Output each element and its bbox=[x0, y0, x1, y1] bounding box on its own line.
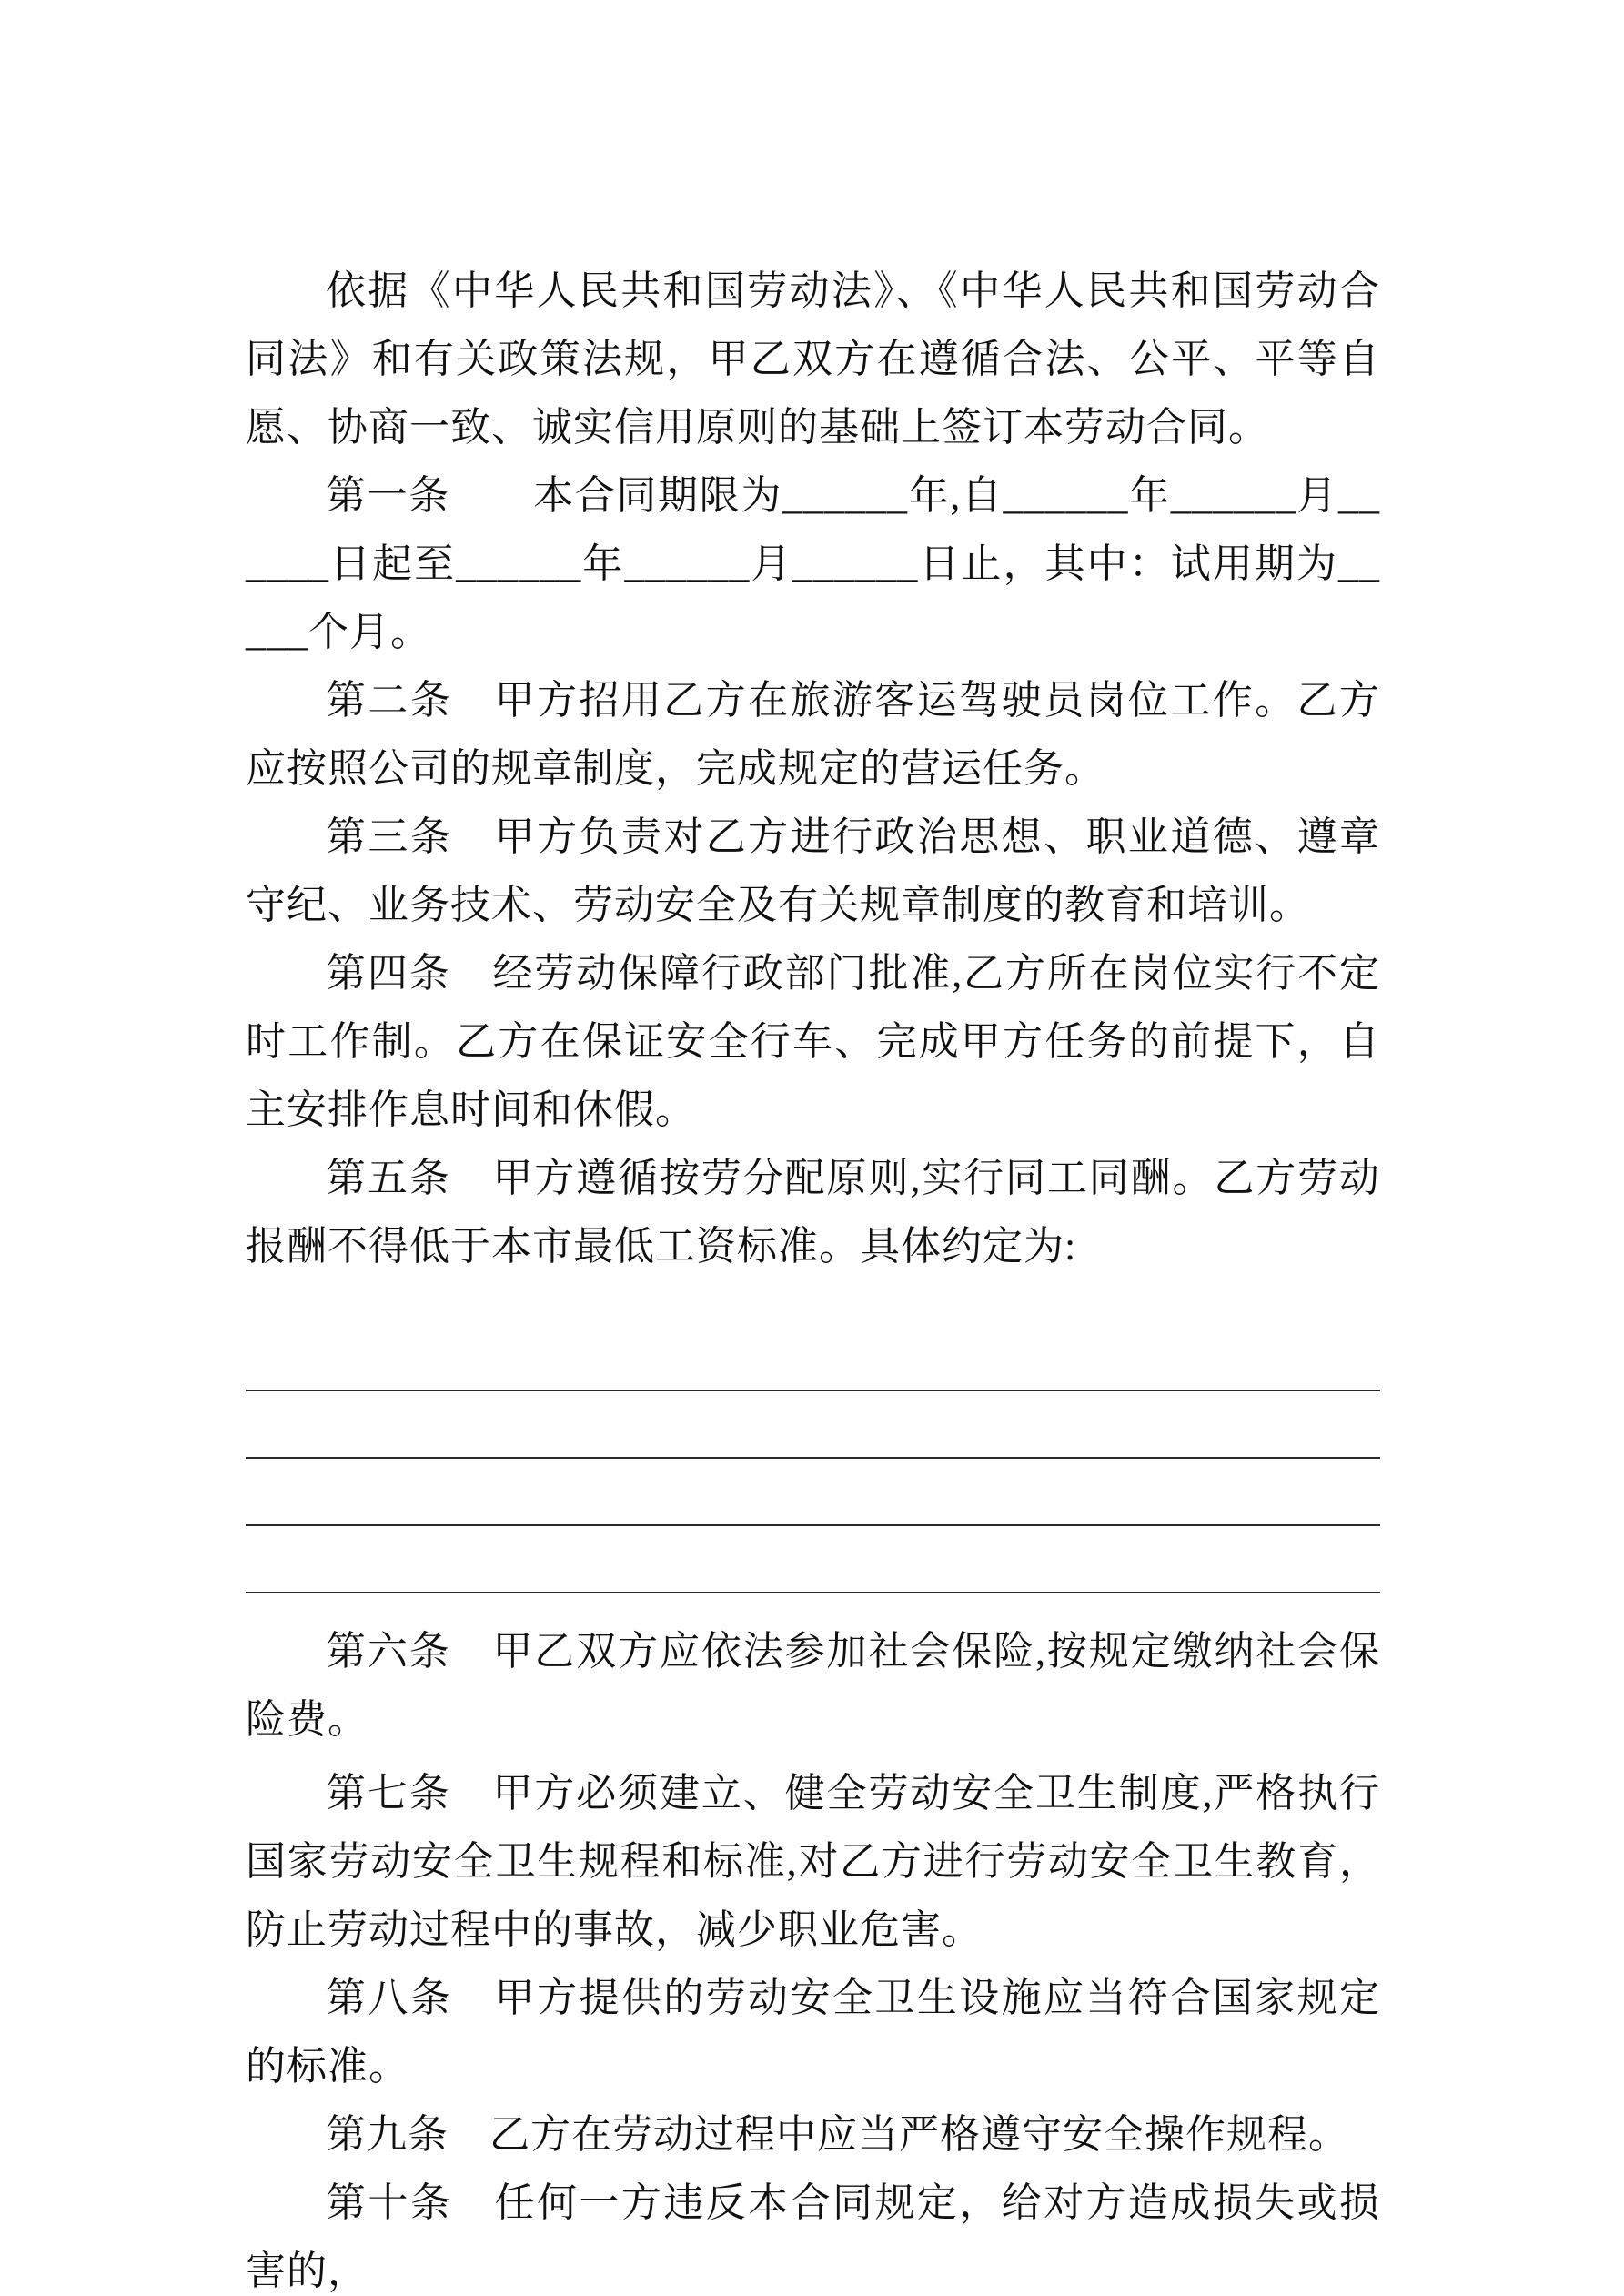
clause-1-term: 第一条 本合同期限为______年,自______年______月______日起至______年______月______日止，其中：试用期为_____个月。 bbox=[246, 473, 1380, 654]
clause-6-social-insurance: 第六条 甲乙双方应依法参加社会保险,按规定缴纳社会保险费。 bbox=[246, 1629, 1380, 1742]
clause-3-training: 第三条 甲方负责对乙方进行政治思想、职业道德、遵章守纪、业务技术、劳动安全及有关规章制度的教育和培训。 bbox=[246, 814, 1380, 927]
clause-4-working-hours: 第四条 经劳动保障行政部门批准,乙方所在岗位实行不定时工作制。乙方在保证安全行车、完成甲方任务的前提下，自主安排作息时间和休假。 bbox=[246, 951, 1380, 1132]
clause-10-breach: 第十条 任何一方违反本合同规定，给对方造成损失或损害的， bbox=[246, 2180, 1380, 2293]
blank-line-3[interactable] bbox=[246, 1459, 1380, 1526]
fill-in-lines bbox=[246, 1324, 1380, 1593]
blank-line-1[interactable] bbox=[246, 1324, 1380, 1391]
blank-line-4[interactable] bbox=[246, 1526, 1380, 1593]
clause-5-remuneration: 第五条 甲方遵循按劳分配原则,实行同工同酬。乙方劳动报酬不得低于本市最低工资标准。具体约定为: bbox=[246, 1156, 1380, 1269]
clause-8-safety-facilities: 第八条 甲方提供的劳动安全卫生设施应当符合国家规定的标准。 bbox=[246, 1976, 1380, 2089]
clause-2-position: 第二条 甲方招用乙方在旅游客运驾驶员岗位工作。乙方应按照公司的规章制度，完成规定的营运任务。 bbox=[246, 678, 1380, 791]
clause-9-safety-rules: 第九条 乙方在劳动过程中应当严格遵守安全操作规程。 bbox=[326, 2112, 1349, 2157]
blank-line-2[interactable] bbox=[246, 1391, 1380, 1459]
clause-7-safety-system: 第七条 甲方必须建立、健全劳动安全卫生制度,严格执行国家劳动安全卫生规程和标准,对乙方进行劳动安全卫生教育，防止劳动过程中的事故，减少职业危害。 bbox=[246, 1771, 1380, 1952]
paragraph-preamble: 依据《中华人民共和国劳动法》、《中华人民共和国劳动合同法》和有关政策法规，甲乙双方在遵循合法、公平、平等自愿、协商一致、诚实信用原则的基础上签订本劳动合同。 bbox=[246, 268, 1380, 450]
